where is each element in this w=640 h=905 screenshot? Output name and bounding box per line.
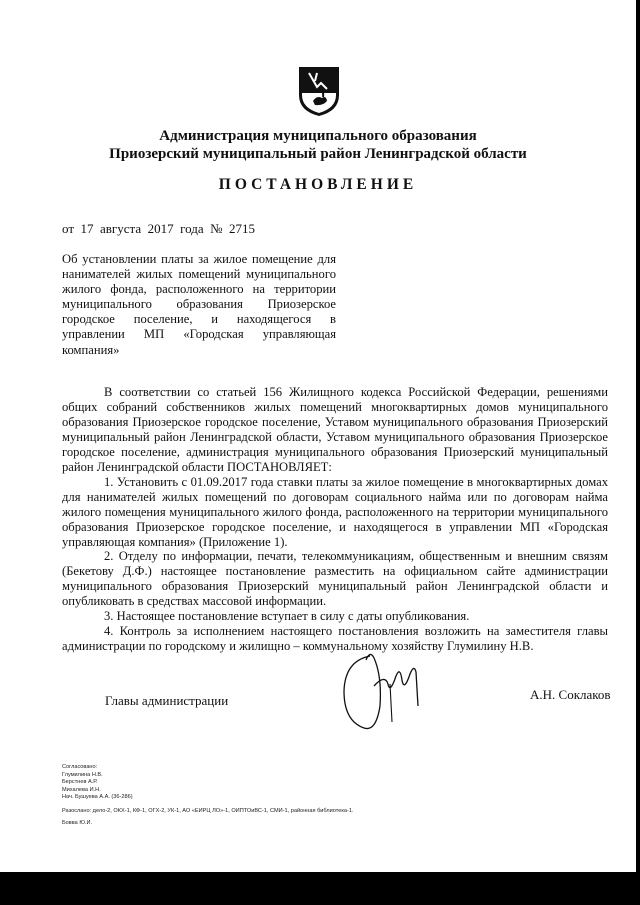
- approval-entry: Михалева И.Н.: [62, 786, 101, 793]
- body-paragraph-1: 1. Установить с 01.09.2017 года ставки платы за жилое помещение в многоквартирных домах для нанимателей жилых помещений по договорам социального найма или по договорам найма жилого помещения муниципального жилого фонда, расположенного на территории муниципального образования Приозерское городское поселение, и находящегося в управлении МП «Городская управляющая компания» (Приложение 1).: [62, 474, 608, 549]
- document-title: ПОСТАНОВЛЕНИЕ: [218, 176, 418, 193]
- distribution-list: Разослано: дело-2, ОКХ-1, КФ-1, ОГХ-2, УК-1, АО «ЕИРЦ ЛО»-1, ОИПТОиВС-1, СМИ-1, районная библиотека-1.: [62, 808, 354, 814]
- org-name-line2: Приозерский муниципальный район Ленинградской области: [109, 146, 527, 162]
- body-paragraph-3: 3. Настоящее постановление вступает в силу с даты опубликования.: [104, 609, 470, 624]
- approval-entry: Нач. Бушуева А.А. (36-286): [62, 794, 133, 801]
- signatory-position: Главы администрации: [105, 693, 229, 708]
- handwritten-signature: [330, 636, 440, 736]
- coat-of-arms-icon: [297, 65, 341, 117]
- date-number-line: от 17 августа 2017 года № 2715: [62, 221, 256, 236]
- executor-name: Бовва Ю.И.: [62, 820, 93, 826]
- approval-title: Согласовано:: [62, 764, 98, 770]
- signatory-name: А.Н. Соклаков: [530, 687, 611, 702]
- approval-entry: Глумилина Н.В.: [62, 771, 103, 778]
- subject-text: Об установлении платы за жилое помещение для нанимателей жилых помещений муниципального жилого фонда, расположенного на территории муниципального образования Приозерское городское поселение, и находящегося в управлении МП «Городская управляющая компания»: [62, 252, 336, 357]
- approval-entry: Берстнев А.Р.: [62, 779, 98, 786]
- body-paragraph-2: 2. Отделу по информации, печати, телекоммуникациям, общественным и внешним связям (Бекетову Д.Ф.) настоящее постановление разместить на официальном сайте администрации муниципального образования Приозерский муниципальный район Ленинградской области и опубликовать в средствах массовой информации.: [62, 549, 608, 609]
- approval-block: [62, 764, 133, 802]
- body-paragraph-4: 4. Контроль за исполнением настоящего постановления возложить на заместителя главы администрации по городскому и жилищно – коммунальному хозяйству Глумилину Н.В.: [62, 624, 608, 654]
- body-text: [62, 385, 608, 654]
- org-name-line1: Администрация муниципального образования: [159, 128, 477, 144]
- body-paragraph-preamble: В соответствии со статьей 156 Жилищного кодекса Российской Федерации, решениями общих собраний собственников жилых помещений многоквартирных домов муниципального образования Приозерское городское поселение, Уставом муниципального образования Приозерский муниципальный район Ленинградской области, Уставом муниципального образования Приозерское городское поселение, администрация муниципального образования Приозерский муниципальный район Ленинградской области ПОСТАНОВЛЯЕТ:: [62, 385, 608, 474]
